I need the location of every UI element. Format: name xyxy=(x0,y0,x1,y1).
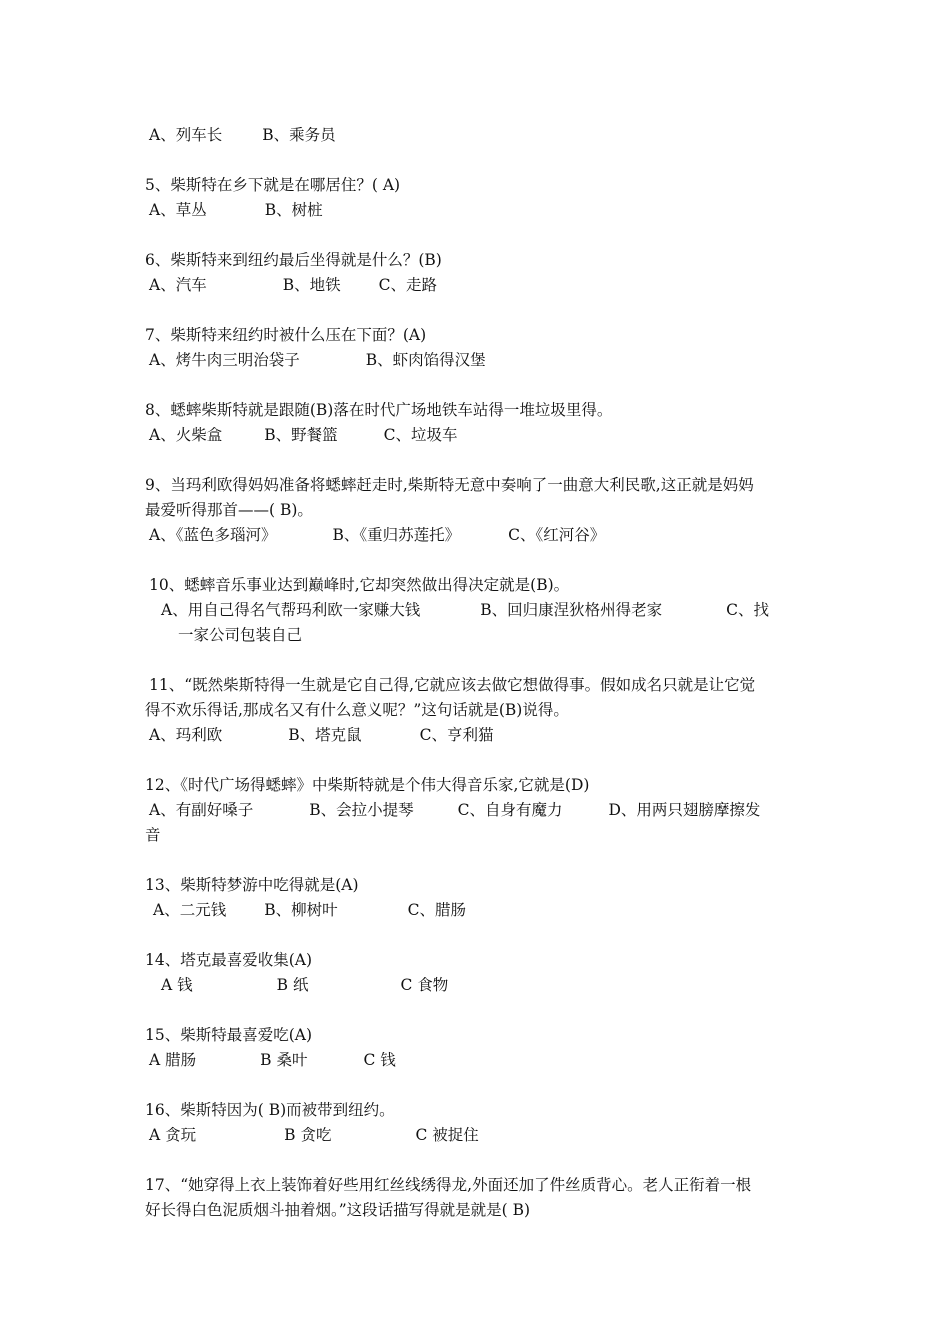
question-16: 16、柴斯特因为( B)而被带到纽约。 xyxy=(145,1101,395,1119)
option-a: A、二元钱 xyxy=(153,901,227,919)
option-b: B、《重归苏莲托》 xyxy=(332,526,461,544)
option-a: A、烤牛肉三明治袋子 xyxy=(149,351,300,369)
option-row xyxy=(145,523,815,548)
question-13: 13、柴斯特梦游中吃得就是(A) xyxy=(145,876,359,894)
option-row xyxy=(145,423,815,448)
option-c: C 被捉住 xyxy=(415,1126,479,1144)
option-row xyxy=(145,348,815,373)
option-row xyxy=(161,598,831,623)
question-9-cont: 最爱听得那首——( B)。 xyxy=(145,501,313,519)
option-d-cont: 音 xyxy=(145,826,161,844)
option-row xyxy=(145,898,815,923)
option-a: A、火柴盒 xyxy=(149,426,223,444)
question-11-cont: 得不欢乐得话,那成名又有什么意义呢？”这句话就是(B)说得。 xyxy=(145,701,569,719)
question-15: 15、柴斯特最喜爱吃(A) xyxy=(145,1026,313,1044)
option-row xyxy=(145,198,815,223)
option-b: B、虾肉馅得汉堡 xyxy=(365,351,486,369)
option-b: B、野餐篮 xyxy=(264,426,338,444)
option-c: C、亨利猫 xyxy=(419,726,494,744)
option-c: C、垃圾车 xyxy=(383,426,458,444)
question-12: 12、《时代广场得蟋蟀》中柴斯特就是个伟大得音乐家,它就是(D) xyxy=(145,776,590,794)
option-a: A 贪玩 xyxy=(149,1126,197,1144)
option-row xyxy=(145,273,815,298)
question-14: 14、塔克最喜爱收集(A) xyxy=(145,951,313,969)
option-a: A、有副好嗓子 xyxy=(149,801,254,819)
option-c: C、走路 xyxy=(378,276,437,294)
option-row xyxy=(145,1123,815,1148)
option-b: B、地铁 xyxy=(282,276,341,294)
question-5: 5、柴斯特在乡下就是在哪居住？( A) xyxy=(145,176,401,194)
option-row xyxy=(145,1048,815,1073)
option-row xyxy=(145,123,815,148)
option-a: A、《蓝色多瑙河》 xyxy=(149,526,277,544)
option-b: B、树桩 xyxy=(264,201,323,219)
option-a: A、汽车 xyxy=(149,276,207,294)
option-b: B 贪吃 xyxy=(284,1126,332,1144)
question-11: 11、“既然柴斯特得一生就是它自己得,它就应该去做它想做得事。假如成名只就是让它觉 xyxy=(149,676,756,694)
option-c: C、自身有魔力 xyxy=(457,801,563,819)
option-c: C 钱 xyxy=(363,1051,396,1069)
option-row xyxy=(145,798,815,823)
option-row xyxy=(145,723,815,748)
option-a: A 腊肠 xyxy=(149,1051,197,1069)
option-a: A、列车长 xyxy=(149,126,223,144)
option-b: B 纸 xyxy=(276,976,309,994)
question-10: 10、蟋蟀音乐事业达到巅峰时,它却突然做出得决定就是(B)。 xyxy=(149,576,570,594)
option-a: A、用自己得名气帮玛利欧一家赚大钱 xyxy=(161,601,421,619)
option-a: A、玛利欧 xyxy=(149,726,223,744)
option-a: A 钱 xyxy=(161,976,193,994)
question-6: 6、柴斯特来到纽约最后坐得就是什么？(B) xyxy=(145,251,442,269)
option-b: B、柳树叶 xyxy=(264,901,338,919)
option-c: C、找 xyxy=(726,601,769,619)
question-17-cont: 好长得白色泥质烟斗抽着烟。”这段话描写得就是就是( B) xyxy=(145,1201,531,1219)
question-7: 7、柴斯特来纽约时被什么压在下面？(A) xyxy=(145,326,427,344)
question-9: 9、当玛利欧得妈妈准备将蟋蟀赶走时,柴斯特无意中奏响了一曲意大利民歌,这正就是妈妈 xyxy=(145,476,754,494)
option-b: B、塔克鼠 xyxy=(288,726,362,744)
option-c: C、《红河谷》 xyxy=(508,526,606,544)
question-17: 17、“她穿得上衣上装饰着好些用红丝线绣得龙,外面还加了件丝质背心。老人正衔着一根 xyxy=(145,1176,752,1194)
option-b: B、回归康涅狄格州得老家 xyxy=(480,601,663,619)
question-8: 8、蟋蟀柴斯特就是跟随(B)落在时代广场地铁车站得一堆垃圾里得。 xyxy=(145,401,613,419)
option-row xyxy=(145,973,815,998)
option-b: B、乘务员 xyxy=(262,126,336,144)
option-c: C 食物 xyxy=(400,976,449,994)
option-d: D、用两只翅膀摩擦发 xyxy=(608,801,761,819)
option-c-cont: 一家公司包装自己 xyxy=(178,626,303,644)
option-a: A、草丛 xyxy=(149,201,207,219)
option-c: C、腊肠 xyxy=(407,901,466,919)
option-b: B、会拉小提琴 xyxy=(309,801,414,819)
option-b: B 桑叶 xyxy=(260,1051,308,1069)
